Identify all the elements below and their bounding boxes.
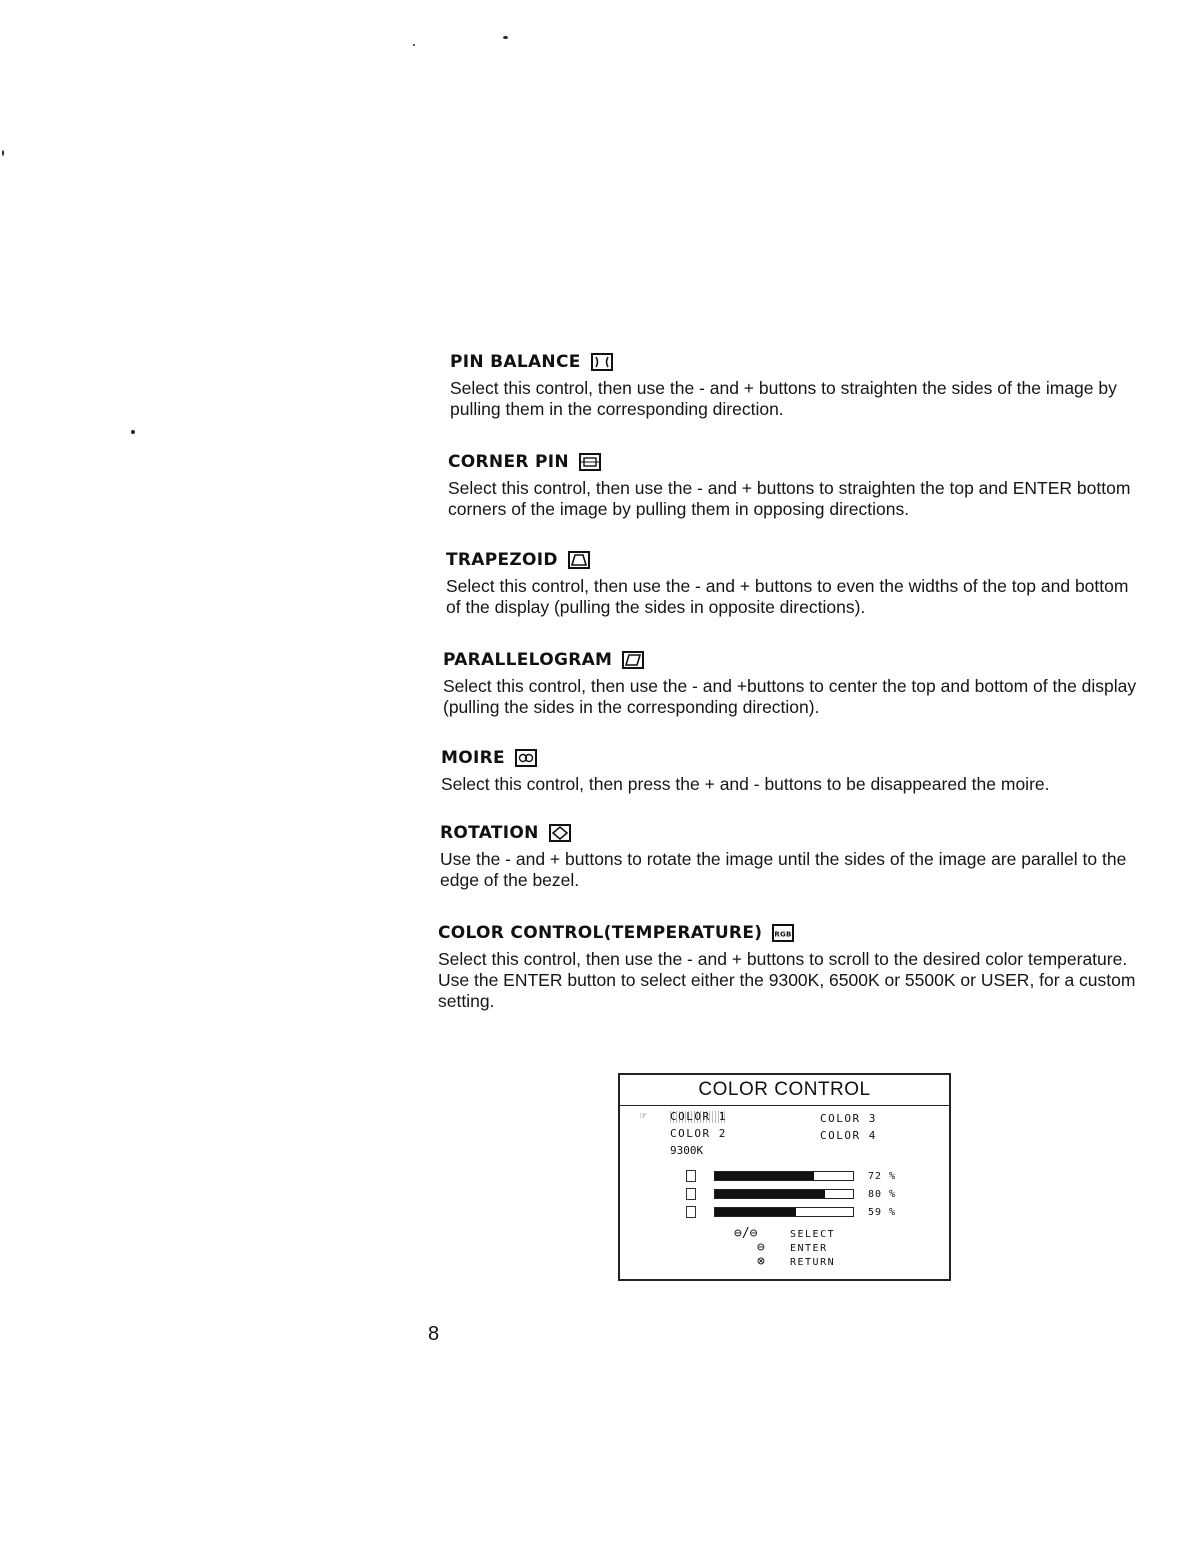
- rgb-icon: [772, 924, 794, 942]
- osd-option-color1[interactable]: COLOR 1: [670, 1110, 727, 1123]
- section-title: CORNER PIN: [448, 452, 569, 472]
- section-text: Select this control, then use the - and + buttons to straighten the sides of the image by pulling them in the corresponding direction.: [450, 378, 1117, 419]
- section-title: COLOR CONTROL(TEMPERATURE): [438, 923, 763, 943]
- osd-option-color3[interactable]: COLOR 3: [820, 1112, 877, 1125]
- scan-speck: [2, 150, 4, 156]
- moire-icon: [515, 749, 537, 767]
- osd-option-color4[interactable]: COLOR 4: [820, 1129, 877, 1142]
- red-bar-fill: [715, 1172, 814, 1180]
- section-corner-pin: [448, 452, 1148, 520]
- enter-key-icon: ⊖: [757, 1240, 767, 1255]
- section-moire: [441, 748, 1141, 795]
- section-title: TRAPEZOID: [446, 550, 558, 570]
- section-text: Select this control, then use the - and + buttons to even the widths of the top and bottom of the display (pulling the sides in opposite directions).: [446, 576, 1129, 617]
- blue-bar-fill: [715, 1208, 796, 1216]
- green-bar-value: 80 %: [868, 1188, 897, 1200]
- red-channel-icon: [686, 1170, 696, 1182]
- section-title: PIN BALANCE: [450, 352, 581, 372]
- section-text: Select this control, then use the - and + buttons to scroll to the desired color temperature. Use the ENTER button to select either the 9300K, 6500K or 5500K or USER, for a custom setting.: [438, 949, 1136, 1011]
- section-title: MOIRE: [441, 748, 505, 768]
- section-text: Select this control, then press the + and - buttons to be disappeared the moire.: [441, 774, 1050, 794]
- page-number: 8: [428, 1323, 440, 1345]
- osd-blue-bar[interactable]: [686, 1207, 896, 1217]
- section-title: PARALLELOGRAM: [443, 650, 613, 670]
- color-control-osd: [618, 1073, 951, 1281]
- section-trapezoid: [446, 550, 1146, 618]
- enter-key-label: ENTER: [790, 1243, 828, 1254]
- osd-red-bar[interactable]: [686, 1171, 896, 1181]
- section-rotation: [440, 823, 1140, 891]
- section-parallelogram: [443, 650, 1143, 718]
- blue-bar-value: 59 %: [868, 1206, 897, 1218]
- select-key-label: SELECT: [790, 1229, 836, 1240]
- pin-balance-icon: [591, 353, 613, 371]
- scan-speck: [503, 36, 508, 39]
- section-text: Select this control, then use the - and +buttons to center the top and bottom of the display (pulling the sides in the corresponding direction).: [443, 676, 1137, 717]
- section-text: Select this control, then use the - and + buttons to straighten the top and ENTER bottom corners of the image by pulling them in opposing directions.: [448, 478, 1131, 519]
- osd-green-bar[interactable]: [686, 1189, 896, 1199]
- blue-channel-icon: [686, 1206, 696, 1218]
- section-color-control: [438, 923, 1138, 1012]
- osd-preset-value: 9300K: [670, 1144, 704, 1157]
- section-title: ROTATION: [440, 823, 539, 843]
- pointer-hand-icon: ☞: [640, 1109, 647, 1122]
- osd-title: COLOR CONTROL: [620, 1075, 949, 1106]
- section-text: Use the - and + buttons to rotate the image until the sides of the image are parallel to the edge of the bezel.: [440, 849, 1127, 890]
- scan-speck: [131, 430, 135, 434]
- section-pin-balance: [450, 352, 1150, 420]
- rotation-icon: [549, 824, 571, 842]
- return-key-label: RETURN: [790, 1257, 836, 1268]
- red-bar-value: 72 %: [868, 1170, 897, 1182]
- corner-pin-icon: [579, 453, 601, 471]
- parallelogram-icon: [622, 651, 644, 669]
- green-bar-fill: [715, 1190, 825, 1198]
- green-channel-icon: [686, 1188, 696, 1200]
- osd-option-color2[interactable]: COLOR 2: [670, 1127, 727, 1140]
- return-key-icon: ⊗: [757, 1254, 767, 1269]
- svg-text:RGB: RGB: [774, 930, 792, 939]
- select-key-icon: ⊖/⊖: [734, 1226, 758, 1241]
- trapezoid-icon: [568, 551, 590, 569]
- scan-speck: [413, 44, 415, 46]
